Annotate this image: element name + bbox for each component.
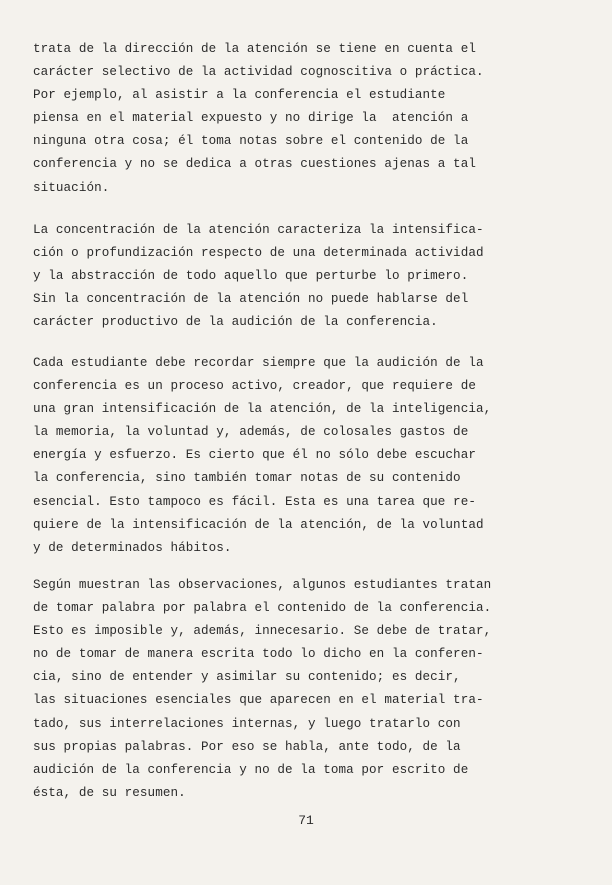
text-line: conferencia y no se dedica a otras cuestiones ajenas a tal — [33, 157, 476, 172]
paragraph-note-taking — [33, 574, 593, 805]
text-line: conferencia es un proceso activo, creador, que requiere de — [33, 379, 476, 394]
text-line: Según muestran las observaciones, algunos estudiantes tratan — [33, 578, 492, 592]
text-line: carácter productivo de la audición de la conferencia. — [33, 315, 438, 330]
text-line: situación. — [33, 180, 110, 195]
text-line: Cada estudiante debe recordar siempre que la audición de la — [33, 356, 484, 370]
paragraph-selective-attention — [33, 38, 593, 200]
text-line: tado, sus interrelaciones internas, y luego tratarlo con — [33, 716, 461, 731]
text-line: quiere de la intensificación de la atención, de la voluntad — [33, 517, 484, 532]
text-line: de tomar palabra por palabra el contenido de la conferencia. — [33, 601, 492, 616]
text-line: la conferencia, sino también tomar notas de su contenido — [33, 471, 461, 486]
text-line: piensa en el material expuesto y no dirige la atención a — [33, 111, 469, 126]
text-line: audición de la conferencia y no de la toma por escrito de — [33, 762, 469, 777]
text-line: no de tomar de manera escrita todo lo dicho en la conferen- — [33, 647, 484, 662]
text-line: y de determinados hábitos. — [33, 540, 232, 555]
text-line: La concentración de la atención caracteriza la intensifica- — [33, 223, 484, 237]
text-line: trata de la dirección de la atención se tiene en cuenta el — [33, 42, 476, 56]
text-line: ésta, de su resumen. — [33, 785, 186, 800]
text-line: una gran intensificación de la atención, de la inteligencia, — [33, 402, 492, 417]
text-line: las situaciones esenciales que aparecen en el material tra- — [33, 693, 484, 708]
text-line: ción o profundización respecto de una determinada actividad — [33, 246, 484, 261]
text-line: sus propias palabras. Por eso se habla, ante todo, de la — [33, 739, 461, 754]
text-line: y la abstracción de todo aquello que perturbe lo primero. — [33, 269, 469, 284]
text-line: ninguna otra cosa; él toma notas sobre el contenido de la — [33, 134, 469, 149]
text-line: esencial. Esto tampoco es fácil. Esta es una tarea que re- — [33, 494, 476, 509]
text-line: cia, sino de entender y asimilar su contenido; es decir, — [33, 670, 461, 685]
text-line: Esto es imposible y, además, innecesario. Se debe de tratar, — [33, 624, 492, 639]
paragraph-active-listening — [33, 352, 593, 560]
page-number: 71 — [298, 813, 314, 828]
text-line: carácter selectivo de la actividad cognoscitiva o práctica. — [33, 65, 484, 80]
text-line: la memoria, la voluntad y, además, de colosales gastos de — [33, 425, 469, 440]
paragraph-concentration — [33, 219, 593, 334]
text-line: Sin la concentración de la atención no puede hablarse del — [33, 292, 469, 307]
text-line: Por ejemplo, al asistir a la conferencia el estudiante — [33, 88, 446, 103]
text-line: energía y esfuerzo. Es cierto que él no sólo debe escuchar — [33, 448, 476, 463]
